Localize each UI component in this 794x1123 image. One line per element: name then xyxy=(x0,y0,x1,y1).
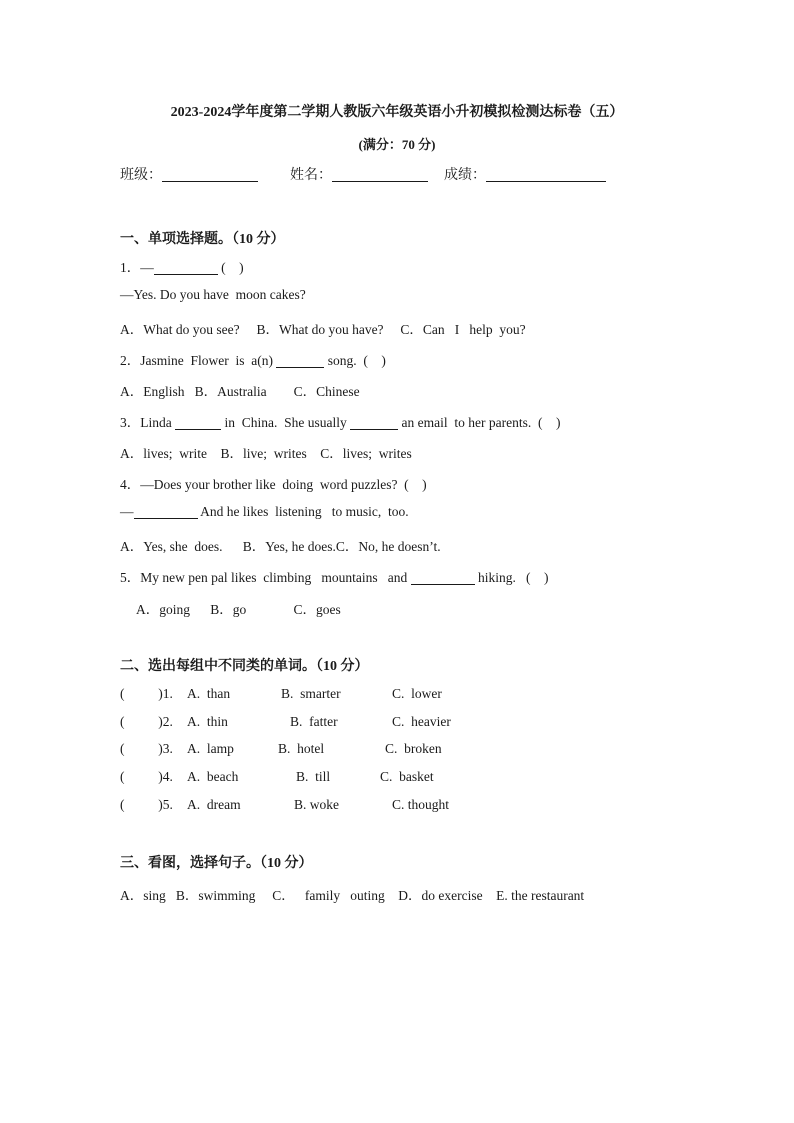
option-b: B. smarter xyxy=(281,686,341,701)
question-1-prompt: 1．— ( ) xyxy=(120,260,244,275)
name-blank[interactable] xyxy=(332,165,428,182)
page-subtitle: (满分：70 分) xyxy=(358,137,436,152)
question-4-options: A．Yes, she does. B．Yes, he does.C．No, he doesn’t. xyxy=(120,539,441,554)
class-blank[interactable] xyxy=(162,165,258,182)
student-info-row xyxy=(120,164,606,184)
score-blank[interactable] xyxy=(486,165,606,182)
option-c: C. broken xyxy=(385,741,442,756)
name-label: 姓名： xyxy=(290,168,332,183)
question-5-prompt: 5．My new pen pal likes climbing mountains and hiking. ( ) xyxy=(120,570,549,585)
answer-blank[interactable] xyxy=(411,570,475,585)
option-a: A. beach xyxy=(187,769,239,784)
item-number: ( )2. xyxy=(120,714,173,729)
section-3-options: A．sing B．swimming C． family outing D．do exercise E. the restaurant xyxy=(120,888,585,903)
answer-blank[interactable] xyxy=(276,353,324,368)
option-b: B. fatter xyxy=(290,714,338,729)
item-number: ( )5. xyxy=(120,797,173,812)
question-4-dialogue: — And he likes listening to music, too. xyxy=(120,504,409,519)
answer-blank[interactable] xyxy=(350,415,398,430)
question-4-prompt: 4．—Does your brother like doing word puzzles? ( ) xyxy=(120,477,427,492)
question-2-options: A．English B．Australia C．Chinese xyxy=(120,384,360,399)
question-1-dialogue: —Yes. Do you have moon cakes? xyxy=(120,287,306,302)
section-1-title: 一、单项选择题。（10 分） xyxy=(120,232,285,247)
option-a: A. than xyxy=(187,686,231,701)
class-label: 班级： xyxy=(120,168,162,183)
section-3-title: 三、看图，选择句子。（10 分） xyxy=(120,856,313,871)
question-5-options: A．going B．go C．goes xyxy=(136,602,341,617)
option-a: A. dream xyxy=(187,797,241,812)
item-number: ( )4. xyxy=(120,769,173,784)
item-number: ( )3. xyxy=(120,741,173,756)
option-c: C. lower xyxy=(392,686,442,701)
page-title: 2023-2024学年度第二学期人教版六年级英语小升初模拟检测达标卷（五） xyxy=(170,105,624,120)
item-number: ( )1. xyxy=(120,686,173,701)
option-c: C. basket xyxy=(380,769,434,784)
question-3-options: A．lives; write B．live; writes C．lives; writes xyxy=(120,446,412,461)
answer-blank[interactable] xyxy=(154,260,218,275)
question-1-options: A．What do you see? B．What do you have? C．Can I help you? xyxy=(120,322,526,337)
option-a: A. lamp xyxy=(187,741,234,756)
option-a: A. thin xyxy=(187,714,228,729)
section-2-title: 二、选出每组中不同类的单词。（10 分） xyxy=(120,659,369,674)
option-c: C. thought xyxy=(392,797,450,812)
question-2-prompt: 2．Jasmine Flower is a(n) song. ( ) xyxy=(120,353,386,368)
option-c: C. heavier xyxy=(392,714,451,729)
answer-blank[interactable] xyxy=(134,504,198,519)
score-label: 成绩： xyxy=(444,168,486,183)
question-3-prompt: 3．Linda in China. She usually an email to her parents. ( ) xyxy=(120,415,561,430)
answer-blank[interactable] xyxy=(175,415,221,430)
option-b: B. till xyxy=(296,769,331,784)
option-b: B. hotel xyxy=(278,741,325,756)
option-b: B. woke xyxy=(294,797,339,812)
